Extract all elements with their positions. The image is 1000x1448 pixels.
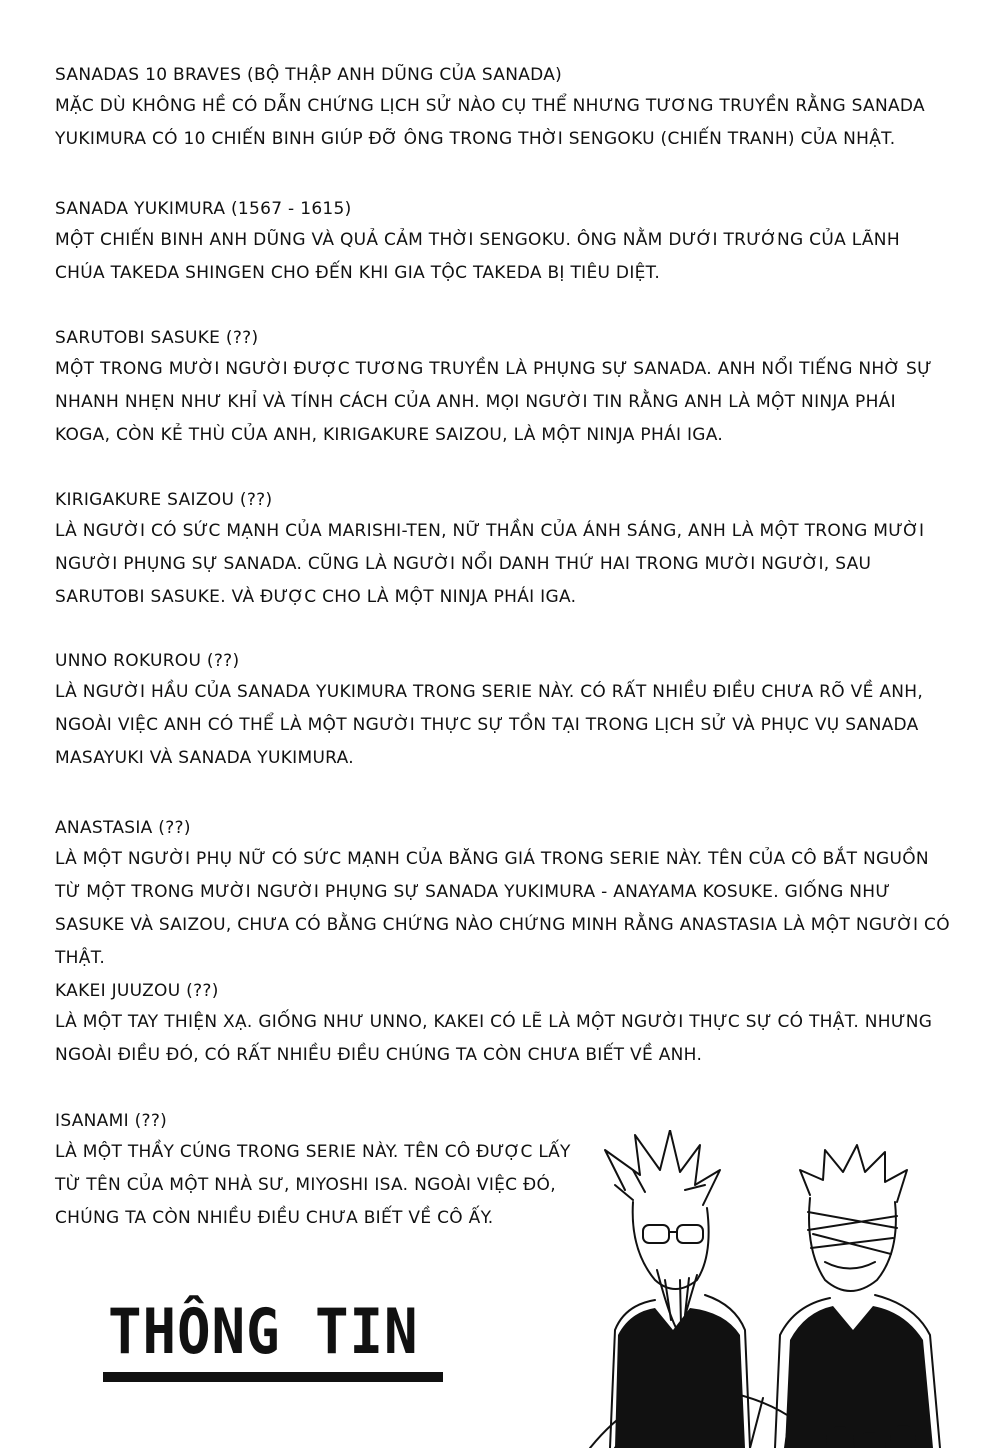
manga-characters-illustration <box>585 1130 1000 1448</box>
entry-title: ISANAMI (??) <box>55 1111 168 1131</box>
entry-kirigakure-saizou <box>55 487 955 614</box>
entry-kakei-juuzou <box>55 978 955 1072</box>
entry-description: MẶC DÙ KHÔNG HỀ CÓ DẪN CHỨNG LỊCH SỬ NÀO CỤ THỂ NHƯNG TƯƠNG TRUYỀN RẰNG SANADA YUKIMURA CÓ 10 CHIẾN BINH GIÚP ĐỠ ÔNG TRONG THỜI SENGOKU (CHIẾN TRANH) CỦA NHẬT. <box>55 96 925 149</box>
entry-title: KAKEI JUUZOU (??) <box>55 981 219 1001</box>
heading-underline <box>103 1372 443 1382</box>
entry-title: KIRIGAKURE SAIZOU (??) <box>55 490 273 510</box>
entry-title: SANADAS 10 BRAVES (BỘ THẬP ANH DŨNG CỦA SANADA) <box>55 65 563 85</box>
entry-sanada-yukimura <box>55 196 955 290</box>
entry-description: MỘT CHIẾN BINH ANH DŨNG VÀ QUẢ CẢM THỜI SENGOKU. ÔNG NẰM DƯỚI TRƯỚNG CỦA LÃNH CHÚA TAKEDA SHINGEN CHO ĐẾN KHI GIA TỘC TAKEDA BỊ TIÊU DIỆT. <box>55 230 900 283</box>
entry-description: LÀ MỘT THẦY CÚNG TRONG SERIE NÀY. TÊN CÔ ĐƯỢC LẤY TỪ TÊN CỦA MỘT NHÀ SƯ, MIYOSHI ISA. NGOÀI VIỆC ĐÓ, CHÚNG TA CÒN NHIỀU ĐIỀU CHƯA BIẾT VỀ CÔ ẤY. <box>55 1142 571 1228</box>
page-heading: THÔNG TIN <box>108 1295 419 1368</box>
entry-sarutobi-sasuke <box>55 325 955 452</box>
entry-sanada-10-braves <box>55 62 955 156</box>
entry-description: LÀ MỘT NGƯỜI PHỤ NỮ CÓ SỨC MẠNH CỦA BĂNG GIÁ TRONG SERIE NÀY. TÊN CỦA CÔ BẮT NGUỒN TỪ MỘT TRONG MƯỜI NGƯỜI PHỤNG SỰ SANADA YUKIMURA - ANAYAMA KOSUKE. GIỐNG NHƯ SASUKE VÀ SAIZOU, CHƯA CÓ BẰNG CHỨNG NÀO CHỨNG MINH RẰNG ANASTASIA LÀ MỘT NGƯỜI CÓ THẬT. <box>55 849 950 968</box>
entry-description: LÀ MỘT TAY THIỆN XẠ. GIỐNG NHƯ UNNO, KAKEI CÓ LẼ LÀ MỘT NGƯỜI THỰC SỰ CÓ THẬT. NHƯNG NGOÀI ĐIỀU ĐÓ, CÓ RẤT NHIỀU ĐIỀU CHÚNG TA CÒN CHƯA BIẾT VỀ ANH. <box>55 1012 933 1065</box>
entry-title: UNNO ROKUROU (??) <box>55 651 240 671</box>
entry-title: ANASTASIA (??) <box>55 818 191 838</box>
entry-description: MỘT TRONG MƯỜI NGƯỜI ĐƯỢC TƯƠNG TRUYỀN LÀ PHỤNG SỰ SANADA. ANH NỔI TIẾNG NHỜ SỰ NHANH NHẸN NHƯ KHỈ VÀ TÍNH CÁCH CỦA ANH. MỌI NGƯỜI TIN RẰNG ANH LÀ MỘT NINJA PHÁI KOGA, CÒN KẺ THÙ CỦA ANH, KIRIGAKURE SAIZOU, LÀ MỘT NINJA PHÁI IGA. <box>55 359 932 445</box>
entry-description: LÀ NGƯỜI HẦU CỦA SANADA YUKIMURA TRONG SERIE NÀY. CÓ RẤT NHIỀU ĐIỀU CHƯA RÕ VỀ ANH, NGOÀI VIỆC ANH CÓ THỂ LÀ MỘT NGƯỜI THỰC SỰ TỒN TẠI TRONG LỊCH SỬ VÀ PHỤC VỤ SANADA MASAYUKI VÀ SANADA YUKIMURA. <box>55 682 924 768</box>
entry-description: LÀ NGƯỜI CÓ SỨC MẠNH CỦA MARISHI-TEN, NỮ THẦN CỦA ÁNH SÁNG, ANH LÀ MỘT TRONG MƯỜI NGƯỜI PHỤNG SỰ SANADA. CŨNG LÀ NGƯỜI NỔI DANH THỨ HAI TRONG MƯỜI NGƯỜI, SAU SARUTOBI SASUKE. VÀ ĐƯỢC CHO LÀ MỘT NINJA PHÁI IGA. <box>55 521 925 607</box>
entry-anastasia <box>55 815 955 975</box>
entry-title: SARUTOBI SASUKE (??) <box>55 328 259 348</box>
entry-unno-rokurou <box>55 648 955 775</box>
entry-isanami <box>55 1108 595 1235</box>
entry-title: SANADA YUKIMURA (1567 - 1615) <box>55 199 352 219</box>
